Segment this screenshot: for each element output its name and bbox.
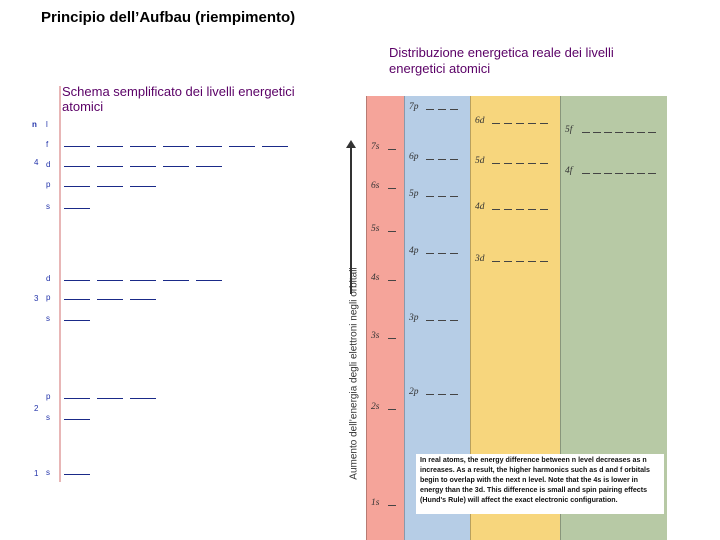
subshell-label-4s: s xyxy=(46,202,50,211)
orbital-line xyxy=(130,299,156,300)
orbital-line xyxy=(262,146,288,147)
right-diagram-caption: Distribuzione energetica reale dei livelli energetici atomici xyxy=(389,45,614,76)
orbital-dash xyxy=(648,173,656,174)
orbital-dash xyxy=(540,261,548,262)
orbital-dash xyxy=(426,196,434,197)
level-6d: 6d xyxy=(475,116,485,126)
orbital-dash xyxy=(504,123,512,124)
orbital-dash xyxy=(388,149,396,150)
orbital-dash xyxy=(528,163,536,164)
level-5f: 5f xyxy=(565,125,573,135)
orbital-line xyxy=(163,280,189,281)
orbital-dash xyxy=(438,109,446,110)
orbital-dash xyxy=(516,123,524,124)
orbital-dash xyxy=(516,261,524,262)
page-title: Principio dell’Aufbau (riempimento) xyxy=(41,9,296,26)
orbital-line xyxy=(64,146,90,147)
level-3s: 3s xyxy=(371,331,380,341)
orbital-dash xyxy=(540,209,548,210)
orbital-dash xyxy=(388,231,396,232)
orbital-dash xyxy=(438,159,446,160)
orbital-dash xyxy=(426,253,434,254)
orbital-dash xyxy=(626,132,634,133)
subshell-label-3s: s xyxy=(46,314,50,323)
orbital-line xyxy=(97,299,123,300)
arrow-head xyxy=(346,140,356,148)
orbital-dash xyxy=(426,320,434,321)
orbital-dash xyxy=(528,209,536,210)
orbital-line xyxy=(130,398,156,399)
orbital-line xyxy=(64,419,90,420)
shell-label-n2: 2 xyxy=(34,404,39,413)
orbital-dash xyxy=(388,505,396,506)
orbital-line xyxy=(97,186,123,187)
orbital-dash xyxy=(582,132,590,133)
orbital-dash xyxy=(450,159,458,160)
orbital-dash xyxy=(492,163,500,164)
energy-axis-label: Aumento dell’energia degli elettroni negli orbitali xyxy=(348,267,360,480)
orbital-line xyxy=(64,299,90,300)
orbital-dash xyxy=(637,173,645,174)
orbital-dash xyxy=(504,209,512,210)
subshell-label-4d: d xyxy=(46,160,51,169)
subshell-label-3p: p xyxy=(46,293,51,302)
orbital-dash xyxy=(388,409,396,410)
orbital-dash xyxy=(492,123,500,124)
orbital-dash xyxy=(637,132,645,133)
orbital-line xyxy=(97,280,123,281)
level-2p: 2p xyxy=(409,387,419,397)
orbital-dash xyxy=(450,196,458,197)
orbital-line xyxy=(163,166,189,167)
orbital-dash xyxy=(604,132,612,133)
orbital-dash xyxy=(540,123,548,124)
level-4s: 4s xyxy=(371,273,380,283)
orbital-dash xyxy=(540,163,548,164)
orbital-dash xyxy=(388,188,396,189)
orbital-line xyxy=(64,320,90,321)
orbital-line xyxy=(196,280,222,281)
explanatory-note: In real atoms, the energy difference between n level decreases as n increases. As a result, the higher harmonics such as d and f orbitals begin to overlap with the next n level. Note that the 4s is lower in energy than the 3d. This difference is small and spin pairing effects (Hund's Rule) will affect the exact electronic configuration. xyxy=(416,454,664,514)
orbital-dash xyxy=(593,132,601,133)
orbital-dash xyxy=(492,209,500,210)
orbital-dash xyxy=(615,173,623,174)
level-4d: 4d xyxy=(475,202,485,212)
orbital-line xyxy=(97,398,123,399)
orbital-dash xyxy=(528,261,536,262)
header-l: l xyxy=(46,120,48,129)
level-6p: 6p xyxy=(409,152,419,162)
s-column xyxy=(366,96,405,540)
orbital-dash xyxy=(516,163,524,164)
left-diagram-caption: Schema semplificato dei livelli energetici atomici xyxy=(62,84,295,114)
level-4p: 4p xyxy=(409,246,419,256)
orbital-dash xyxy=(604,173,612,174)
orbital-dash xyxy=(450,253,458,254)
orbital-dash xyxy=(528,123,536,124)
level-5p: 5p xyxy=(409,189,419,199)
simplified-energy-diagram xyxy=(0,0,340,540)
orbital-dash xyxy=(615,132,623,133)
orbital-line xyxy=(64,280,90,281)
orbital-line xyxy=(130,146,156,147)
level-7s: 7s xyxy=(371,142,380,152)
orbital-dash xyxy=(582,173,590,174)
orbital-dash xyxy=(450,320,458,321)
orbital-line xyxy=(196,166,222,167)
subshell-label-2s: s xyxy=(46,413,50,422)
orbital-dash xyxy=(593,173,601,174)
orbital-line xyxy=(64,186,90,187)
orbital-dash xyxy=(504,261,512,262)
subshell-label-1s: s xyxy=(46,468,50,477)
orbital-dash xyxy=(450,109,458,110)
orbital-dash xyxy=(504,163,512,164)
subshell-label-4p: p xyxy=(46,180,51,189)
level-4f: 4f xyxy=(565,166,573,176)
level-7p: 7p xyxy=(409,102,419,112)
orbital-dash xyxy=(426,109,434,110)
orbital-line xyxy=(130,280,156,281)
orbital-line xyxy=(97,166,123,167)
orbital-dash xyxy=(626,173,634,174)
orbital-line xyxy=(130,166,156,167)
level-3d: 3d xyxy=(475,254,485,264)
header-n: n xyxy=(32,120,37,129)
orbital-dash xyxy=(648,132,656,133)
shell-label-n3: 3 xyxy=(34,294,39,303)
level-1s: 1s xyxy=(371,498,380,508)
orbital-dash xyxy=(492,261,500,262)
orbital-dash xyxy=(426,159,434,160)
orbital-dash xyxy=(426,394,434,395)
level-5s: 5s xyxy=(371,224,380,234)
level-3p: 3p xyxy=(409,313,419,323)
shell-label-n1: 1 xyxy=(34,469,39,478)
orbital-line xyxy=(196,146,222,147)
orbital-line xyxy=(64,166,90,167)
orbital-dash xyxy=(388,338,396,339)
orbital-dash xyxy=(438,394,446,395)
orbital-dash xyxy=(516,209,524,210)
orbital-line xyxy=(64,208,90,209)
orbital-dash xyxy=(438,253,446,254)
orbital-line xyxy=(64,398,90,399)
diagram-vertical-rule xyxy=(59,86,61,482)
orbital-dash xyxy=(438,196,446,197)
orbital-line xyxy=(130,186,156,187)
level-2s: 2s xyxy=(371,402,380,412)
orbital-dash xyxy=(388,280,396,281)
real-energy-diagram xyxy=(340,96,670,540)
level-5d: 5d xyxy=(475,156,485,166)
subshell-label-4f: f xyxy=(46,140,49,149)
orbital-line xyxy=(64,474,90,475)
orbital-line xyxy=(229,146,255,147)
shell-label-n4: 4 xyxy=(34,158,39,167)
subshell-label-3d: d xyxy=(46,274,51,283)
orbital-line xyxy=(97,146,123,147)
orbital-line xyxy=(163,146,189,147)
subshell-label-2p: p xyxy=(46,392,51,401)
level-6s: 6s xyxy=(371,181,380,191)
orbital-dash xyxy=(450,394,458,395)
orbital-dash xyxy=(438,320,446,321)
